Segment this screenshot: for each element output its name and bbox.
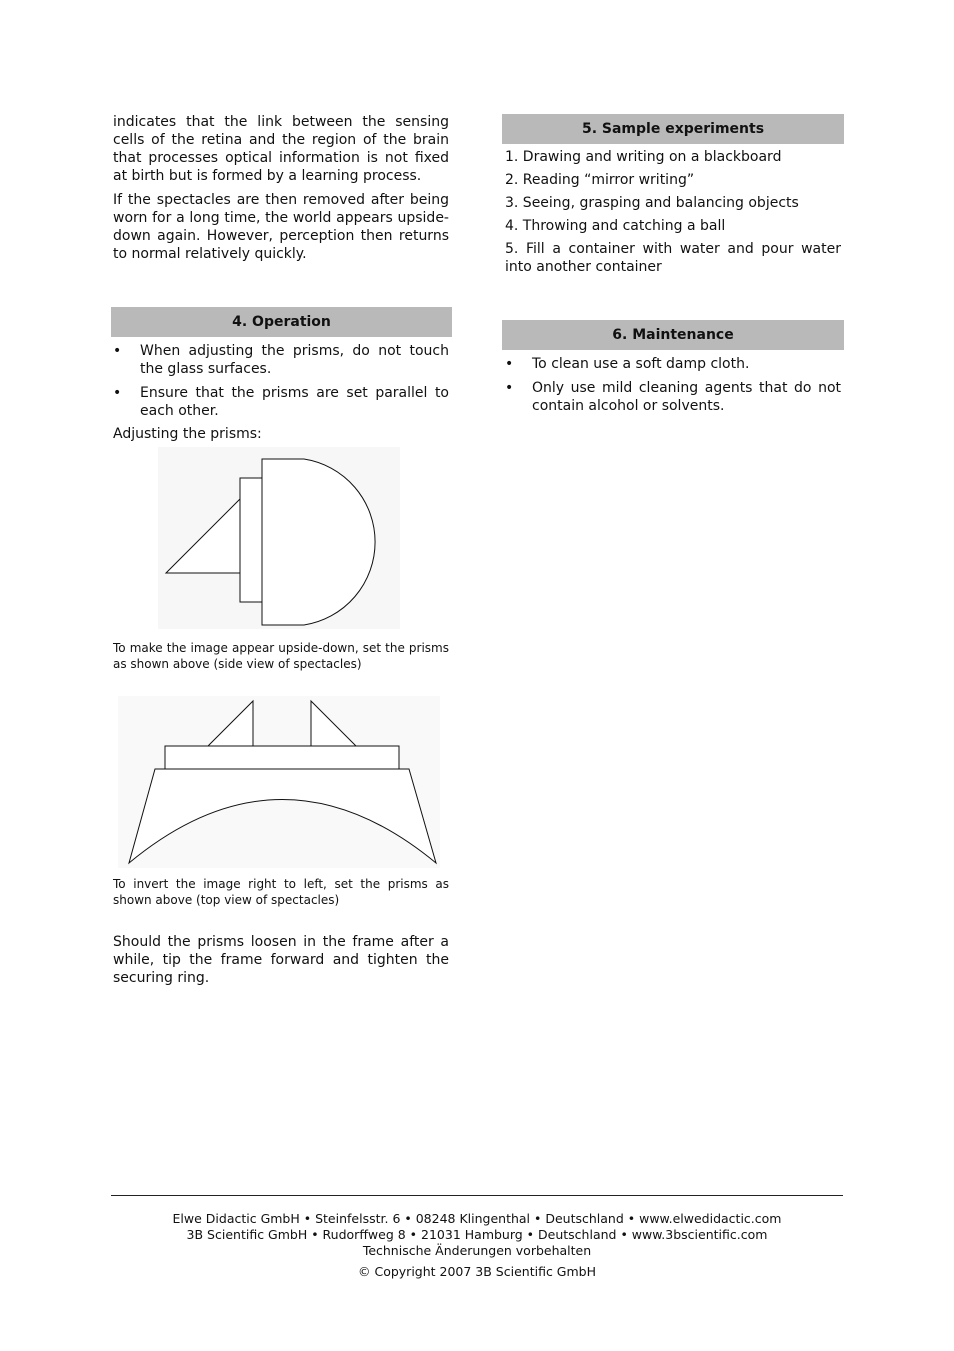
adjusting-label: Adjusting the prisms: [113, 426, 262, 442]
operation-bullet-text: Ensure that the prisms are set parallel to each other. [140, 385, 449, 419]
figure-caption-1: To make the image appear upside-down, set the prisms as shown above (side view of spectacles) [113, 641, 449, 671]
bullet-icon: • [505, 380, 514, 396]
experiment-item: 3. Seeing, grasping and balancing objects [505, 195, 799, 211]
intro-paragraph-1: indicates that the link between the sensing cells of the retina and the region of the brain that processes optical information is not fixed at birth but is formed by a learning process. [113, 114, 449, 184]
maintenance-bullet [505, 379, 841, 415]
intro-paragraph-2: If the spectacles are then removed after being worn for a long time, the world appears upside-down again. However, perception then returns to normal relatively quickly. [113, 192, 449, 262]
maintenance-bullet-text: Only use mild cleaning agents that do not contain alcohol or solvents. [532, 380, 841, 414]
footer-divider [111, 1195, 843, 1196]
maintenance-heading: 6. Maintenance [502, 320, 844, 350]
maintenance-bullet [505, 355, 841, 373]
footer-line-2: 3B Scientific GmbH • Rudorffweg 8 • 21031 Hamburg • Deutschland • www.3bscientific.com [186, 1227, 768, 1242]
experiment-item: 2. Reading “mirror writing” [505, 172, 695, 188]
side-view-prism-diagram [158, 447, 400, 629]
bullet-icon: • [113, 343, 122, 359]
experiments-heading: 5. Sample experiments [502, 114, 844, 144]
experiment-item: 4. Throwing and catching a ball [505, 218, 726, 234]
figure-caption-2: To invert the image right to left, set the prisms as shown above (top view of spectacles) [113, 877, 449, 907]
operation-bullet [113, 384, 449, 420]
operation-bullet-text: When adjusting the prisms, do not touch the glass surfaces. [140, 343, 449, 377]
bullet-icon: • [505, 356, 514, 372]
top-view-prism-diagram [118, 696, 440, 868]
experiment-item: 5. Fill a container with water and pour water into another container [505, 241, 841, 275]
operation-heading: 4. Operation [111, 307, 452, 337]
spectacle-frame [165, 746, 399, 769]
prism-frame [240, 478, 262, 602]
footer-copyright: © Copyright 2007 3B Scientific GmbH [358, 1264, 596, 1279]
experiment-item: 1. Drawing and writing on a blackboard [505, 149, 782, 165]
footer-line-3: Technische Änderungen vorbehalten [362, 1243, 592, 1258]
operation-bullet [113, 342, 449, 378]
footer-line-1: Elwe Didactic GmbH • Steinfelsstr. 6 • 08248 Klingenthal • Deutschland • www.elwedidactic.com [172, 1211, 782, 1226]
maintenance-bullet-text: To clean use a soft damp cloth. [532, 356, 750, 372]
bullet-icon: • [113, 385, 122, 401]
closing-paragraph: Should the prisms loosen in the frame after a while, tip the frame forward and tighten the securing ring. [113, 934, 449, 986]
